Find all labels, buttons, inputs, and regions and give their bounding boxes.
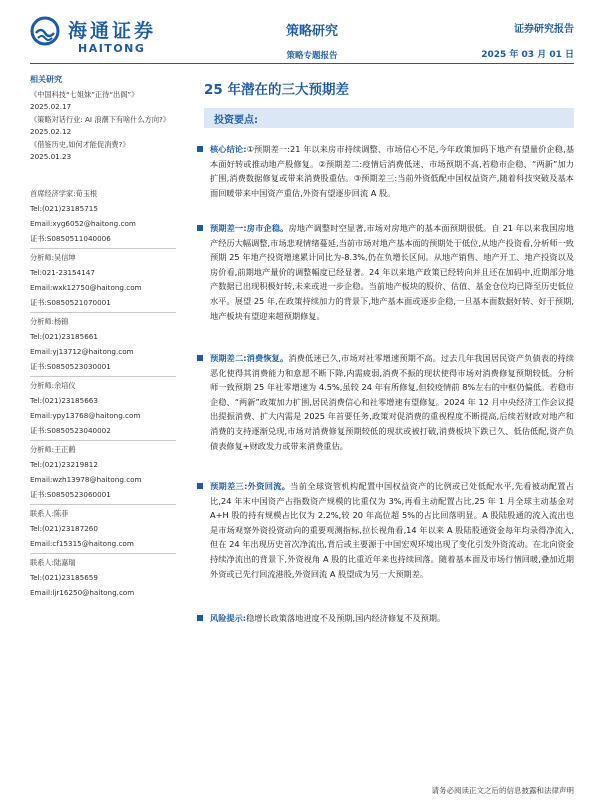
analyst-email: Email:xyg6052@haitong.com [30, 219, 136, 228]
analyst-name: 分析师:吴信坤 [30, 253, 76, 262]
analyst-cert: 证书:S0850523040002 [30, 426, 111, 435]
analyst-tel: Tel:(021)23185715 [30, 204, 98, 213]
related-research-title: 相关研究 [30, 75, 62, 84]
paragraph-lead: 风险提示: [210, 613, 247, 623]
risk-warning-paragraph [196, 611, 574, 626]
analyst-name: 首席经济学家:荀玉根 [30, 189, 98, 198]
analyst-divider [30, 248, 176, 249]
paragraph-body: 稳增长政策落地进度不及预期,国内经济修复不及预期。 [246, 613, 446, 623]
analyst-divider [30, 312, 176, 313]
analyst-entry [30, 251, 176, 313]
company-logo [30, 16, 180, 58]
analyst-divider [30, 376, 176, 377]
analyst-entry [30, 379, 176, 441]
contact-tel: Tel:(021)23187260 [30, 524, 98, 533]
bullet-square-icon [197, 615, 203, 621]
contact-name: 联系人:陆嘉瑞 [30, 558, 76, 567]
analyst-entry [30, 187, 176, 249]
report-category: 策略研究 [285, 24, 338, 39]
paragraph-lead: 核心结论: [210, 144, 247, 154]
report-subcategory: 策略专题报告 [286, 51, 338, 61]
header-meta-block [481, 20, 574, 60]
analyst-name: 分析师:杨锦 [30, 317, 69, 326]
bullet-square-icon [197, 146, 203, 152]
contact-divider [30, 553, 176, 554]
expectation-gap-3-paragraph [196, 479, 574, 581]
paragraph-body: 当前全球资管机构配置中国权益资产的比例或已处低配水平,先看被动配置占比,24 年末中国资产占指数资产规模的比重仅为 3%,再看主动配置占比,25 年 1 月全球主动基金对 A+H 股的持有规模占比仅为 2.2%,较 20 年高位超 5%的占比回落明显。A 股陆股通的流入流出也是市场观察外资投资动向的重要观测指标,拉长视角看,14 年以来 A 股陆股通资金每年均录得净流入,但在 24 年出现历史首次净流出,背后或主要源于中国宏观环境出现了变化引发外资流动。在北向资金持续净流出的背景下,外资视角 A 股的比重近年来也持续回落。随着基本面及市场行情回暖,叠加近期外资或已先行回流港股,外资回流 A 股望成为另一大预期差。 [210, 481, 574, 579]
section-header-bar [204, 108, 574, 128]
analyst-name: 分析师:王正鹤 [30, 445, 76, 454]
expectation-gap-2-paragraph [196, 351, 574, 453]
contact-name: 联系人:陈菲 [30, 509, 69, 518]
logo-english-text: HAITONG [78, 42, 146, 55]
analyst-tel: Tel:(021)23185661 [30, 332, 98, 341]
related-research-text: 《策略对话行业: AI 浪潮下有啥什么方向?》 [30, 115, 171, 124]
paragraph-lead: 预期差二:消费恢复。 [210, 353, 289, 363]
analyst-email: Email:wxk12750@haitong.com [30, 283, 142, 292]
contact-email: Email:cf15315@haitong.com [30, 539, 134, 548]
contact-tel: Tel:(021)23185659 [30, 573, 98, 582]
analyst-tel: Tel:021-23154147 [30, 268, 95, 277]
bullet-square-icon [197, 225, 203, 231]
bullet-square-icon [197, 355, 203, 361]
related-research-text: 《中国科技“七姐妹”正待“出阁”》 [30, 90, 139, 99]
paragraph-body: 房地产调整时空显著,市场对房地产的基本面预期很低。自 21 年以来我国房地产经历大幅调整,市场悲观情绪蔓延,当前市场对地产基本面的预期处于低位,从地产投资看,分析师一致预期 25 年地产投资增速累计同比为-8.3%,仍在负增长区间。从地产销售、地产开工、地产投资以及房价看,前期地产量价的调整幅度已经显著。24 年以来地产政策已经转向并且还在加码中,近期部分地产数据已出现积极好转,未来或进一步企稳。当前地产板块的股价、估值、基金仓位均已降至历史低位水平。展望 25 年,在政策持续加力的背景下,地产基本面或逐步企稳,一旦基本面数据好转、好于预期,地产板块有望迎来超预期修复。 [210, 223, 574, 321]
related-research-date: 2025.01.23 [30, 152, 72, 161]
report-type: 证券研究报告 [514, 24, 574, 35]
analyst-tel: Tel:(021)23185663 [30, 396, 98, 405]
analyst-cert: 证书:S0850523060001 [30, 490, 111, 499]
contact-email: Email:ljr16250@haitong.com [30, 588, 135, 597]
section-title: 投资要点: [214, 115, 258, 126]
related-research-date: 2025.02.17 [30, 102, 72, 111]
related-research-item [30, 139, 176, 163]
analyst-list [30, 187, 176, 600]
analyst-email: Email:wzh13978@haitong.com [30, 475, 142, 484]
related-research-item [30, 114, 176, 138]
analyst-cert: 证书:S0850511040006 [30, 234, 111, 243]
header-divider [30, 63, 574, 64]
analyst-cert: 证书:S0850523030001 [30, 362, 111, 371]
related-research-text: 《借鉴历史,如何才能促消费?》 [30, 140, 130, 149]
contact-entry [30, 556, 176, 600]
header-category-block [262, 20, 362, 61]
logo-chinese-text: 海通证券 [68, 20, 157, 42]
analyst-name: 分析师:余培仪 [30, 381, 76, 390]
paragraph-body: 消费低迷已久,市场对社零增速预期不高。过去几年我国居民资产负债表的持续恶化使得其消费能力和意愿不断下降,内需疲弱,消费不振的现状使得市场对消费修复预期较低。分析师一致预期 25 年社零增速为 4.5%,虽较 24 年有所修复,但较疫情前 8%左右的中枢仍偏低。若稳市企稳、“两新”政策加力扩围,居民消费信心和社零增速有望修复。2024 年 12 月中央经济工作会议提出提振消费、扩大内需是 2025 年首要任务,政策对促消费的重视程度不断提高,后续若财政对地产和消费的支持逐渐兑现,市场对消费修复预期较低的现状或被打破,消费板块下跌已久、低估低配,资产负债表修复+财政发力或带来消费重估。 [210, 353, 574, 451]
disclaimer-footer: 请务必阅读正文之后的信息披露和法律声明 [431, 786, 574, 795]
paragraph-lead: 预期差三:外资回流。 [210, 481, 291, 491]
bullet-square-icon [197, 483, 203, 489]
analyst-divider [30, 440, 176, 441]
analyst-email: Email:yj13712@haitong.com [30, 347, 134, 356]
analyst-divider [30, 504, 176, 505]
related-research-date: 2025.02.12 [30, 127, 72, 136]
paragraph-lead: 预期差一:房市企稳。 [210, 223, 289, 233]
paragraph-body: ①预期差一:21 年以来房市持续调整、市场信心不足,今年政策加码下地产有望量价企稳,基本面好转或推动地产股修复。②预期差二:疫情后消费低迷、市场预期不高,若稳市企稳、“两新”加力扩围,消费数据修复或带来消费股重估。③预期差三:当前外资低配中国权益资产,随着科技突破及基本面回暖带来中国资产重估,外资有望逐步回流 A 股。 [210, 144, 575, 198]
haitong-logo-icon [30, 16, 60, 46]
key-conclusion-paragraph [196, 142, 574, 200]
report-date: 2025 年 03 月 01 日 [481, 50, 574, 60]
report-title: 25 年潜在的三大预期差 [204, 82, 349, 98]
contact-entry [30, 507, 176, 554]
analyst-tel: Tel:(021)23219812 [30, 460, 98, 469]
analyst-cert: 证书:S0850521070001 [30, 298, 111, 307]
related-research-item [30, 89, 176, 113]
analyst-entry [30, 443, 176, 505]
analyst-entry [30, 315, 176, 377]
sidebar [30, 74, 176, 600]
analyst-email: Email:ypy13768@haitong.com [30, 411, 141, 420]
expectation-gap-1-paragraph [196, 221, 574, 323]
